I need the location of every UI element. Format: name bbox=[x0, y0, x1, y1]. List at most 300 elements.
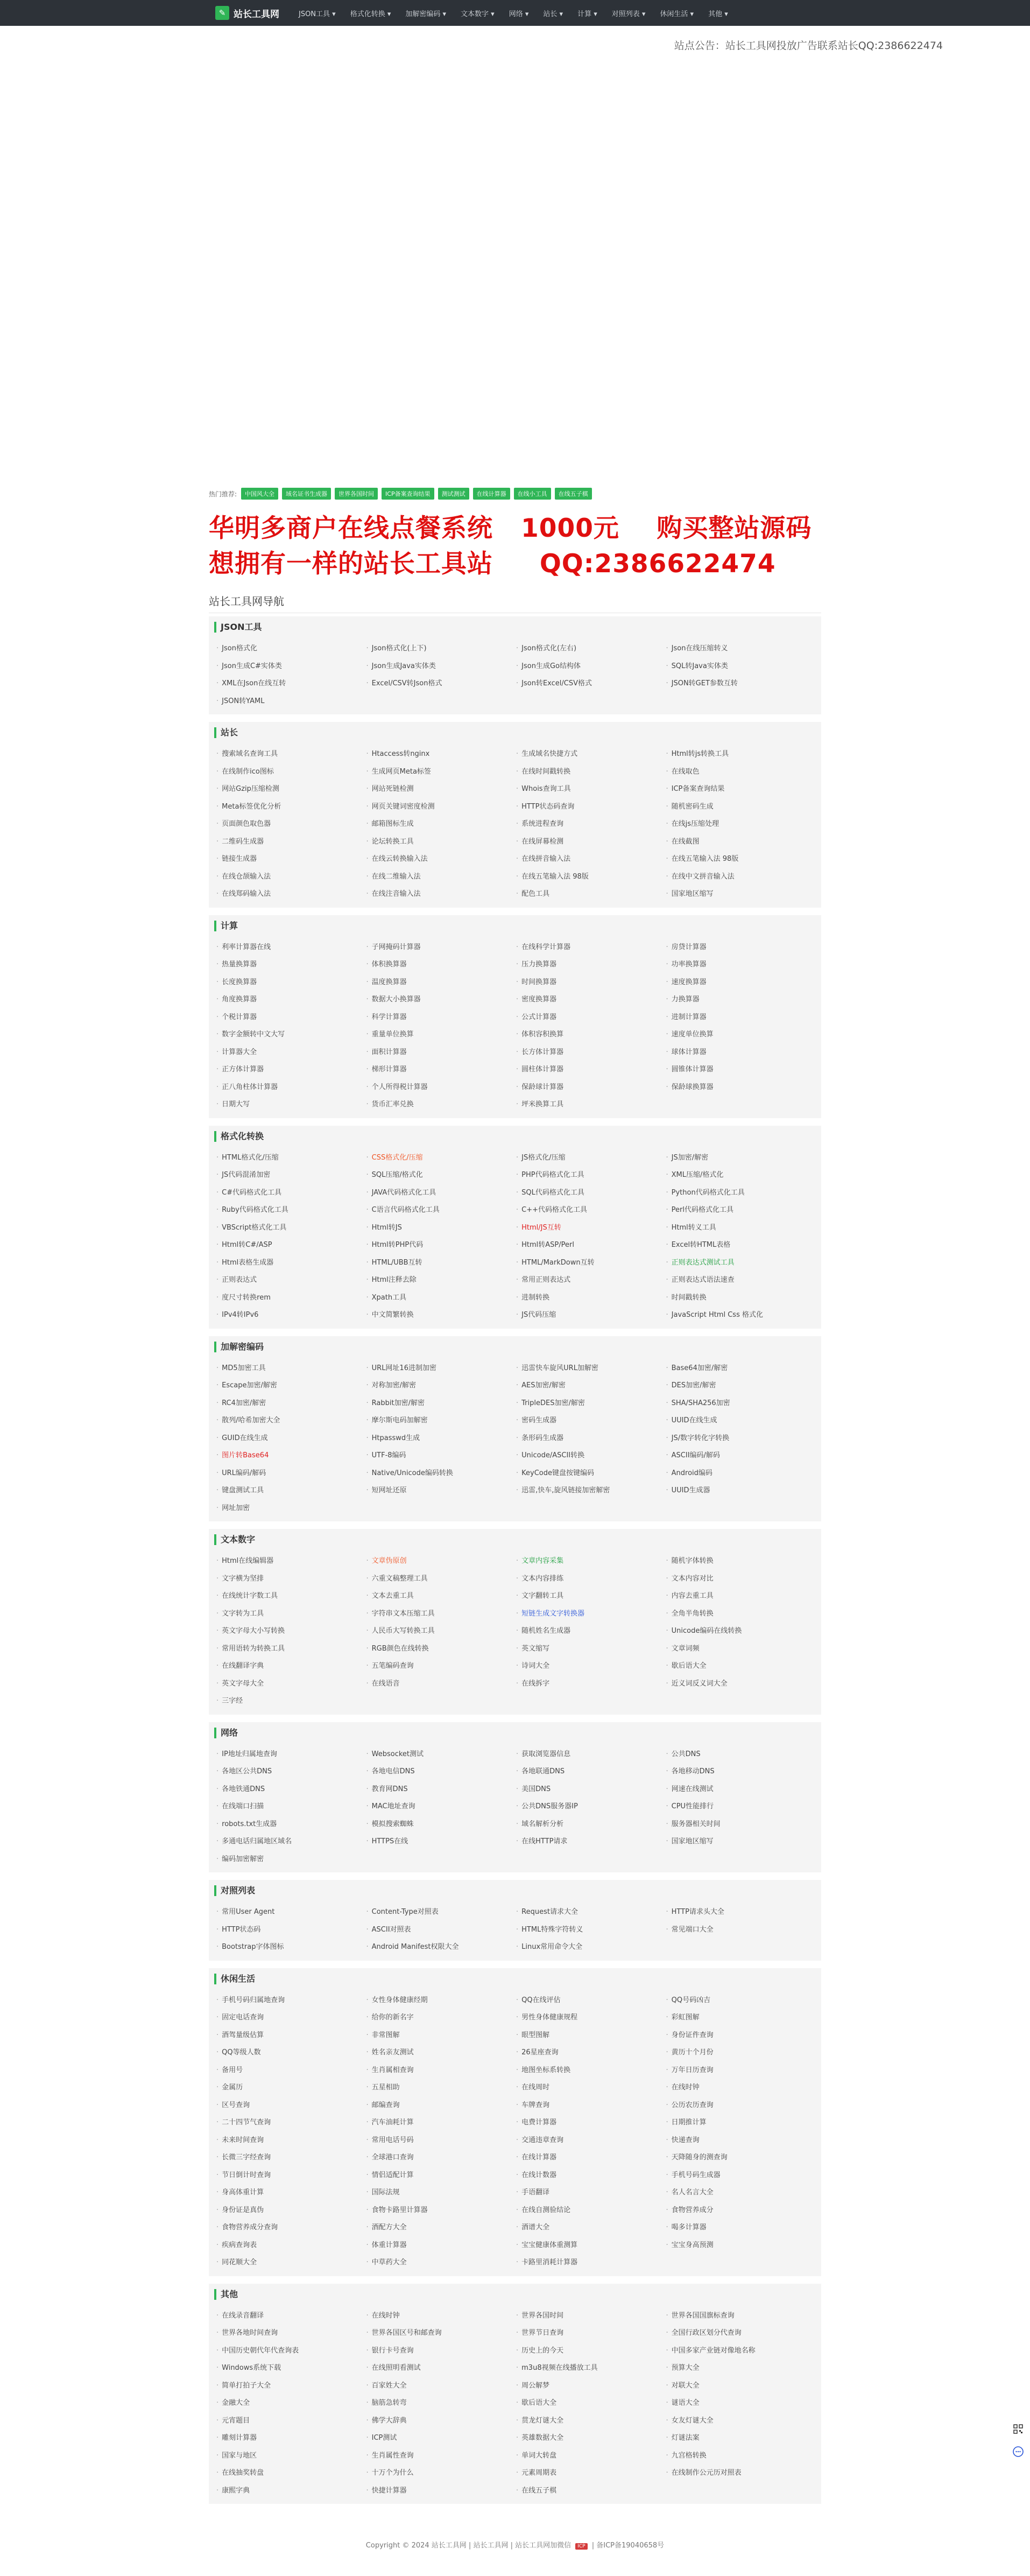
tool-link[interactable]: · 世界各国区号和邮查询 bbox=[366, 2325, 517, 2342]
tool-link[interactable]: · HTTP请求头大全 bbox=[666, 1904, 816, 1921]
tool-link[interactable]: · 各地移动DNS bbox=[666, 1763, 816, 1781]
tool-link[interactable]: · 电费计算器 bbox=[516, 2114, 666, 2132]
tool-link[interactable]: · 地图坐标系转换 bbox=[516, 2062, 666, 2080]
tool-link[interactable]: · 各地区公共DNS bbox=[216, 1763, 366, 1781]
tool-link[interactable]: · 迅雷快车旋风URL加解密 bbox=[516, 1360, 666, 1378]
tool-link[interactable]: · 页面颜色取色器 bbox=[216, 816, 366, 833]
tool-link[interactable]: · HTML/MarkDown互转 bbox=[516, 1254, 666, 1272]
tool-link[interactable]: · Xpath工具 bbox=[366, 1289, 517, 1307]
tool-link[interactable]: · SQL压缩/格式化 bbox=[366, 1167, 517, 1184]
tool-link[interactable]: · Base64加密/解密 bbox=[666, 1360, 816, 1378]
tool-link[interactable]: · SHA/SHA256加密 bbox=[666, 1395, 816, 1413]
tool-link[interactable]: · 论坛转换工具 bbox=[366, 833, 517, 851]
tool-link[interactable]: · 中文简繁转换 bbox=[366, 1307, 517, 1324]
tool-link[interactable]: · 日期大写 bbox=[216, 1096, 366, 1114]
tool-link[interactable]: · 公历农历查询 bbox=[666, 2097, 816, 2115]
tool-link[interactable]: · 短链生成文字转换器 bbox=[516, 1605, 666, 1623]
tool-link[interactable]: · 生肖属性查询 bbox=[366, 2447, 517, 2465]
tool-link[interactable]: · 脑筋急转弯 bbox=[366, 2395, 517, 2412]
tool-link[interactable]: · Html在线编辑器 bbox=[216, 1553, 366, 1570]
tool-link[interactable]: · Json格式化 bbox=[216, 640, 366, 658]
tool-link[interactable]: · 重量单位换算 bbox=[366, 1026, 517, 1044]
tool-link[interactable]: · 在线五笔输入法 98版 bbox=[516, 868, 666, 886]
tool-link[interactable]: · 彩虹图解 bbox=[666, 2009, 816, 2027]
tool-link[interactable]: · 随机姓名生成器 bbox=[516, 1623, 666, 1640]
chat-icon[interactable] bbox=[1013, 2446, 1024, 2457]
tool-link[interactable]: · 身份证件查询 bbox=[666, 2027, 816, 2045]
tool-link[interactable]: · JavaScript Html Css 格式化 bbox=[666, 1307, 816, 1324]
tool-link[interactable]: · 金属历 bbox=[216, 2079, 366, 2097]
tool-link[interactable]: · 英文缩写 bbox=[516, 1640, 666, 1658]
nav-item[interactable]: 网络 ▾ bbox=[509, 10, 529, 18]
tool-link[interactable]: · Json转Excel/CSV格式 bbox=[516, 675, 666, 693]
tool-link[interactable]: · 在线截图 bbox=[666, 833, 816, 851]
tool-link[interactable]: · 在线郑码输入法 bbox=[216, 886, 366, 903]
tool-link[interactable]: · VBScript格式化工具 bbox=[216, 1219, 366, 1237]
tool-link[interactable]: · TripleDES加密/解密 bbox=[516, 1395, 666, 1413]
tool-link[interactable]: · 文字横为坚排 bbox=[216, 1570, 366, 1588]
tool-link[interactable]: · 酒配方大全 bbox=[366, 2219, 517, 2237]
tool-link[interactable]: · 条形码生成器 bbox=[516, 1430, 666, 1448]
tool-link[interactable]: · Native/Unicode编码转换 bbox=[366, 1465, 517, 1483]
tool-link[interactable]: · 车牌查询 bbox=[516, 2097, 666, 2115]
tool-link[interactable]: · Html转js转换工具 bbox=[666, 746, 816, 763]
tool-link[interactable]: · 在线语音 bbox=[366, 1675, 517, 1693]
tool-link[interactable]: · QQ在线评估 bbox=[516, 1992, 666, 2010]
tool-link[interactable]: · 密度换算器 bbox=[516, 991, 666, 1009]
tool-link[interactable]: · 文本内容对比 bbox=[666, 1570, 816, 1588]
tool-link[interactable]: · JSON转YAML bbox=[216, 693, 366, 711]
tool-link[interactable]: · Android Manifest权限大全 bbox=[366, 1939, 517, 1956]
tool-link[interactable]: · 常用User Agent bbox=[216, 1904, 366, 1921]
tool-link[interactable]: · Windows系统下载 bbox=[216, 2360, 366, 2377]
tool-link[interactable]: · 度尺寸转换rem bbox=[216, 1289, 366, 1307]
tool-link[interactable]: · 在线拆字 bbox=[516, 1675, 666, 1693]
tool-link[interactable]: · 网站死链检测 bbox=[366, 781, 517, 798]
tool-link[interactable]: · 多通电话归属地区域名 bbox=[216, 1833, 366, 1851]
tool-link[interactable]: · Bootstrap字体图标 bbox=[216, 1939, 366, 1956]
tool-link[interactable]: · 字符串文本压缩工具 bbox=[366, 1605, 517, 1623]
tool-link[interactable]: · 全球港口查询 bbox=[366, 2149, 517, 2167]
tool-link[interactable]: · 银行卡号查询 bbox=[366, 2342, 517, 2360]
tool-link[interactable]: · 快递查询 bbox=[666, 2132, 816, 2150]
tool-link[interactable]: · 男性身体健康规程 bbox=[516, 2009, 666, 2027]
tool-link[interactable]: · 宝宝健康体重测算 bbox=[516, 2237, 666, 2255]
tool-link[interactable]: · MD5加密工具 bbox=[216, 1360, 366, 1378]
tool-link[interactable]: · 女友灯谜大全 bbox=[666, 2412, 816, 2430]
tool-link[interactable]: · 在线二维输入法 bbox=[366, 868, 517, 886]
tool-link[interactable]: · 获取浏览器信息 bbox=[516, 1746, 666, 1764]
hot-tag[interactable]: 测试测试 bbox=[438, 488, 469, 500]
tool-link[interactable]: · 名人名言大全 bbox=[666, 2184, 816, 2202]
tool-link[interactable]: · 历史上的今天 bbox=[516, 2342, 666, 2360]
tool-link[interactable]: · 配色工具 bbox=[516, 886, 666, 903]
tool-link[interactable]: · 摩尔斯电码加解密 bbox=[366, 1412, 517, 1430]
tool-link[interactable]: · 文章词频 bbox=[666, 1640, 816, 1658]
tool-link[interactable]: · 卡路里消耗计算器 bbox=[516, 2254, 666, 2272]
tool-link[interactable]: · 梯形计算器 bbox=[366, 1061, 517, 1079]
tool-link[interactable]: · Html转JS bbox=[366, 1219, 517, 1237]
tool-link[interactable]: · 交通违章查询 bbox=[516, 2132, 666, 2150]
tool-link[interactable]: · 域名解析分析 bbox=[516, 1816, 666, 1834]
tool-link[interactable]: · 给你的新名字 bbox=[366, 2009, 517, 2027]
tool-link[interactable]: · 在线仓颉输入法 bbox=[216, 868, 366, 886]
tool-link[interactable]: · Json生成C#实体类 bbox=[216, 658, 366, 676]
tool-link[interactable]: · ASCII编码/解码 bbox=[666, 1447, 816, 1465]
tool-link[interactable]: · 手机号码归属地查询 bbox=[216, 1992, 366, 2010]
tool-link[interactable]: · AES加密/解密 bbox=[516, 1377, 666, 1395]
tool-link[interactable]: · 在线自测验结论 bbox=[516, 2202, 666, 2220]
tool-link[interactable]: · 生肖属相查询 bbox=[366, 2062, 517, 2080]
tool-link[interactable]: · 节日倒计时查询 bbox=[216, 2167, 366, 2185]
tool-link[interactable]: · 图片转Base64 bbox=[216, 1447, 366, 1465]
tool-link[interactable]: · 生成域名快捷方式 bbox=[516, 746, 666, 763]
tool-link[interactable]: · C语言代码格式化工具 bbox=[366, 1202, 517, 1219]
tool-link[interactable]: · UTF-8编码 bbox=[366, 1447, 517, 1465]
tool-link[interactable]: · 常用语转为转换工具 bbox=[216, 1640, 366, 1658]
tool-link[interactable]: · HTTPS在线 bbox=[366, 1833, 517, 1851]
tool-link[interactable]: · 面积计算器 bbox=[366, 1044, 517, 1062]
tool-link[interactable]: · 在线端口扫描 bbox=[216, 1798, 366, 1816]
tool-link[interactable]: · 在线五子棋 bbox=[516, 2482, 666, 2500]
tool-link[interactable]: · RC4加密/解密 bbox=[216, 1395, 366, 1413]
tool-link[interactable]: · 功率换算器 bbox=[666, 956, 816, 974]
tool-link[interactable]: · 正则表达式 bbox=[216, 1272, 366, 1289]
tool-link[interactable]: · 五笔编码查询 bbox=[366, 1658, 517, 1675]
qr-icon[interactable] bbox=[1013, 2424, 1024, 2434]
tool-link[interactable]: · HTML格式化/压缩 bbox=[216, 1149, 366, 1167]
tool-link[interactable]: · 密码生成器 bbox=[516, 1412, 666, 1430]
tool-link[interactable]: · 灯谜法案 bbox=[666, 2430, 816, 2447]
tool-link[interactable]: · 计算器大全 bbox=[216, 1044, 366, 1062]
tool-link[interactable]: · SQL转Java实体类 bbox=[666, 658, 816, 676]
tool-link[interactable]: · Json格式化(上下) bbox=[366, 640, 517, 658]
tool-link[interactable]: · 正则表达式测试工具 bbox=[666, 1254, 816, 1272]
tool-link[interactable]: · 迅雷,快车,旋风链接加密解密 bbox=[516, 1482, 666, 1500]
tool-link[interactable]: · JS格式化/压缩 bbox=[516, 1149, 666, 1167]
tool-link[interactable]: · 科学计算器 bbox=[366, 1009, 517, 1027]
tool-link[interactable]: · Escape加密/解密 bbox=[216, 1377, 366, 1395]
tool-link[interactable]: · 姓名亲友测试 bbox=[366, 2044, 517, 2062]
tool-link[interactable]: · 非常图解 bbox=[366, 2027, 517, 2045]
nav-item[interactable]: 休闲生活 ▾ bbox=[660, 10, 694, 18]
tool-link[interactable]: · 正方体计算器 bbox=[216, 1061, 366, 1079]
tool-link[interactable]: · 教育网DNS bbox=[366, 1781, 517, 1799]
tool-link[interactable]: · 歇后语大全 bbox=[516, 2395, 666, 2412]
tool-link[interactable]: · 文字翻转工具 bbox=[516, 1588, 666, 1605]
tool-link[interactable]: · 国家与地区 bbox=[216, 2447, 366, 2465]
tool-link[interactable]: · 各地电信DNS bbox=[366, 1763, 517, 1781]
tool-link[interactable]: · 数字金额转中文大写 bbox=[216, 1026, 366, 1044]
tool-link[interactable]: · Json生成Java实体类 bbox=[366, 658, 517, 676]
hot-tag[interactable]: 世界各国时间 bbox=[335, 488, 378, 500]
tool-link[interactable]: · 五星相助 bbox=[366, 2079, 517, 2097]
tool-link[interactable]: · 食物营养成分 bbox=[666, 2202, 816, 2220]
tool-link[interactable]: · 喝多计算器 bbox=[666, 2219, 816, 2237]
promo-line-1[interactable]: 华明多商户在线点餐系统 1000元 购买整站源码 bbox=[209, 514, 812, 543]
tool-link[interactable]: · 坪米换算工具 bbox=[516, 1096, 666, 1114]
tool-link[interactable]: · 诗词大全 bbox=[516, 1658, 666, 1675]
tool-link[interactable]: · 压力换算器 bbox=[516, 956, 666, 974]
tool-link[interactable]: · JS代码混淆加密 bbox=[216, 1167, 366, 1184]
tool-link[interactable]: · 二维码生成器 bbox=[216, 833, 366, 851]
tool-link[interactable]: · 正则表达式语法速查 bbox=[666, 1272, 816, 1289]
tool-link[interactable]: · 常见端口大全 bbox=[666, 1921, 816, 1939]
tool-link[interactable]: · 时间换算器 bbox=[516, 974, 666, 992]
tool-link[interactable]: · 万年日历查询 bbox=[666, 2062, 816, 2080]
tool-link[interactable]: · 网址加密 bbox=[216, 1500, 366, 1518]
tool-link[interactable]: · 在线取色 bbox=[666, 763, 816, 781]
tool-link[interactable]: · 网站Gzip压缩检测 bbox=[216, 781, 366, 798]
tool-link[interactable]: · 身份证是真伪 bbox=[216, 2202, 366, 2220]
tool-link[interactable]: · 预算大全 bbox=[666, 2360, 816, 2377]
tool-link[interactable]: · HTTP状态码查询 bbox=[516, 798, 666, 816]
tool-link[interactable]: · 金融大全 bbox=[216, 2395, 366, 2412]
tool-link[interactable]: · 圆柱体计算器 bbox=[516, 1061, 666, 1079]
tool-link[interactable]: · 人民币大写转换工具 bbox=[366, 1623, 517, 1640]
tool-link[interactable]: · 热量换算器 bbox=[216, 956, 366, 974]
tool-link[interactable]: · 文本去重工具 bbox=[366, 1588, 517, 1605]
tool-link[interactable]: · JSON转GET参数互转 bbox=[666, 675, 816, 693]
tool-link[interactable]: · 备用号 bbox=[216, 2062, 366, 2080]
tool-link[interactable]: · 固定电话查询 bbox=[216, 2009, 366, 2027]
hot-tag[interactable]: 在线五子棋 bbox=[555, 488, 592, 500]
tool-link[interactable]: · 温度换算器 bbox=[366, 974, 517, 992]
tool-link[interactable]: · 个税计算器 bbox=[216, 1009, 366, 1027]
tool-link[interactable]: · ASCII对照表 bbox=[366, 1921, 517, 1939]
tool-link[interactable]: · Content-Type对照表 bbox=[366, 1904, 517, 1921]
tool-link[interactable]: · 区号查询 bbox=[216, 2097, 366, 2115]
tool-link[interactable]: · 六重文稿整理工具 bbox=[366, 1570, 517, 1588]
tool-link[interactable]: · 搜索域名查询工具 bbox=[216, 746, 366, 763]
tool-link[interactable]: · 美国DNS bbox=[516, 1781, 666, 1799]
tool-link[interactable]: · 疾病查询表 bbox=[216, 2237, 366, 2255]
tool-link[interactable]: · 文字转为工具 bbox=[216, 1605, 366, 1623]
tool-link[interactable]: · 全国行政区划分代查询 bbox=[666, 2325, 816, 2342]
tool-link[interactable]: · 网页关键词密度检测 bbox=[366, 798, 517, 816]
tool-link[interactable]: · Whois查询工具 bbox=[516, 781, 666, 798]
tool-link[interactable]: · 世界各地时间查询 bbox=[216, 2325, 366, 2342]
tool-link[interactable]: · 酒驾量级估算 bbox=[216, 2027, 366, 2045]
tool-link[interactable]: · 三字经 bbox=[216, 1693, 366, 1710]
hot-tag[interactable]: 在线小工具 bbox=[514, 488, 551, 500]
tool-link[interactable]: · 黄历十个月份 bbox=[666, 2044, 816, 2062]
tool-link[interactable]: · robots.txt生成器 bbox=[216, 1816, 366, 1834]
tool-link[interactable]: · ICP测试 bbox=[366, 2430, 517, 2447]
tool-link[interactable]: · 速度换算器 bbox=[666, 974, 816, 992]
tool-link[interactable]: · ICP备案查询结果 bbox=[666, 781, 816, 798]
tool-link[interactable]: · 情侣适配计算 bbox=[366, 2167, 517, 2185]
tool-link[interactable]: · 中草药大全 bbox=[366, 2254, 517, 2272]
tool-link[interactable]: · Html注释去除 bbox=[366, 1272, 517, 1289]
tool-link[interactable]: · 酒谱大全 bbox=[516, 2219, 666, 2237]
tool-link[interactable]: · 邮箱图标生成 bbox=[366, 816, 517, 833]
tool-link[interactable]: · 手语翻译 bbox=[516, 2184, 666, 2202]
tool-link[interactable]: · 在线计算器 bbox=[516, 2149, 666, 2167]
tool-link[interactable]: · UUID生成器 bbox=[666, 1482, 816, 1500]
tool-link[interactable]: · Html转PHP代码 bbox=[366, 1237, 517, 1254]
site-brand[interactable] bbox=[215, 0, 279, 26]
tool-link[interactable]: · 各地联通DNS bbox=[516, 1763, 666, 1781]
tool-link[interactable]: · 链接生成器 bbox=[216, 851, 366, 868]
tool-link[interactable]: · Unicode编码在线转换 bbox=[666, 1623, 816, 1640]
tool-link[interactable]: · 长微三字经查询 bbox=[216, 2149, 366, 2167]
tool-link[interactable]: · 正八角柱体计算器 bbox=[216, 1079, 366, 1097]
tool-link[interactable]: · GUID在线生成 bbox=[216, 1430, 366, 1448]
tool-link[interactable]: · 随机字体转换 bbox=[666, 1553, 816, 1570]
tool-link[interactable]: · 简单打拍子大全 bbox=[216, 2377, 366, 2395]
tool-link[interactable]: · 在线五笔输入法 98版 bbox=[666, 851, 816, 868]
tool-link[interactable]: · 英文字母大小写转换 bbox=[216, 1623, 366, 1640]
footer-icp[interactable]: | 备ICP备19040658号 bbox=[591, 2542, 665, 2550]
tool-link[interactable]: · 体重计算器 bbox=[366, 2237, 517, 2255]
tool-link[interactable]: · 利率计算器在线 bbox=[216, 939, 366, 957]
tool-link[interactable]: · 在线拼音输入法 bbox=[516, 851, 666, 868]
tool-link[interactable]: · URL网址16进制加密 bbox=[366, 1360, 517, 1378]
tool-link[interactable]: · 未来时间查询 bbox=[216, 2132, 366, 2150]
tool-link[interactable]: · 网速在线测试 bbox=[666, 1781, 816, 1799]
tool-link[interactable]: · 中国多家产业链对像地名称 bbox=[666, 2342, 816, 2360]
tool-link[interactable]: · 世界节日查询 bbox=[516, 2325, 666, 2342]
tool-link[interactable]: · 文章内容采集 bbox=[516, 1553, 666, 1570]
tool-link[interactable]: · 在线屏幕检测 bbox=[516, 833, 666, 851]
tool-link[interactable]: · CSS格式化/压缩 bbox=[366, 1149, 517, 1167]
tool-link[interactable]: · HTML/UBB互转 bbox=[366, 1254, 517, 1272]
hot-tag[interactable]: 域名证书生成器 bbox=[282, 488, 331, 500]
tool-link[interactable]: · 随机密码生成 bbox=[666, 798, 816, 816]
tool-link[interactable]: · 国家地区缩写 bbox=[666, 1833, 816, 1851]
tool-link[interactable]: · 各地铁通DNS bbox=[216, 1781, 366, 1799]
tool-link[interactable]: · Excel转HTML表格 bbox=[666, 1237, 816, 1254]
tool-link[interactable]: · 在线周时 bbox=[516, 2079, 666, 2097]
tool-link[interactable]: · 球体计算器 bbox=[666, 1044, 816, 1062]
tool-link[interactable]: · 宝宝身高预测 bbox=[666, 2237, 816, 2255]
tool-link[interactable]: · 长度换算器 bbox=[216, 974, 366, 992]
tool-link[interactable]: · 眼型图解 bbox=[516, 2027, 666, 2045]
tool-link[interactable]: · Html/JS互转 bbox=[516, 1219, 666, 1237]
tool-link[interactable]: · 国家地区缩写 bbox=[666, 886, 816, 903]
tool-link[interactable]: · C++代码格式化工具 bbox=[516, 1202, 666, 1219]
tool-link[interactable]: · 公式计算器 bbox=[516, 1009, 666, 1027]
tool-link[interactable]: · Html转C#/ASP bbox=[216, 1237, 366, 1254]
nav-item[interactable]: 站长 ▾ bbox=[543, 10, 563, 18]
tool-link[interactable]: · 在线时间戳转换 bbox=[516, 763, 666, 781]
hot-tag[interactable]: 在线计算器 bbox=[473, 488, 510, 500]
tool-link[interactable]: · 保龄球计算器 bbox=[516, 1079, 666, 1097]
tool-link[interactable]: · 内容去重工具 bbox=[666, 1588, 816, 1605]
tool-link[interactable]: · C#代码格式化工具 bbox=[216, 1184, 366, 1202]
tool-link[interactable]: · JS代码压缩 bbox=[516, 1307, 666, 1324]
tool-link[interactable]: · 短网址还原 bbox=[366, 1482, 517, 1500]
tool-link[interactable]: · 模拟搜索蜘蛛 bbox=[366, 1816, 517, 1834]
tool-link[interactable]: · 系统进程查询 bbox=[516, 816, 666, 833]
tool-link[interactable]: · 公共DNS bbox=[666, 1746, 816, 1764]
tool-link[interactable]: · 单词大转盘 bbox=[516, 2447, 666, 2465]
tool-link[interactable]: · 服务器相关时间 bbox=[666, 1816, 816, 1834]
hot-tag[interactable]: ICP备案查询结果 bbox=[382, 488, 434, 500]
tool-link[interactable]: · 数据大小换算器 bbox=[366, 991, 517, 1009]
tool-link[interactable]: · RGB颜色在线转换 bbox=[366, 1640, 517, 1658]
tool-link[interactable]: · 谜语大全 bbox=[666, 2395, 816, 2412]
tool-link[interactable]: · IPv4转IPv6 bbox=[216, 1307, 366, 1324]
tool-link[interactable]: · Html表格生成器 bbox=[216, 1254, 366, 1272]
tool-link[interactable]: · 对联大全 bbox=[666, 2377, 816, 2395]
tool-link[interactable]: · 十万个为什么 bbox=[366, 2465, 517, 2482]
tool-link[interactable]: · 中国历史朝代年代查询表 bbox=[216, 2342, 366, 2360]
promo-line-2[interactable]: 想拥有一样的站长工具站 QQ:2386622474 bbox=[209, 549, 776, 579]
tool-link[interactable]: · 货币汇率兑换 bbox=[366, 1096, 517, 1114]
tool-link[interactable]: · PHP代码格式化工具 bbox=[516, 1167, 666, 1184]
tool-link[interactable]: · 长方体计算器 bbox=[516, 1044, 666, 1062]
tool-link[interactable]: · 康熙字典 bbox=[216, 2482, 366, 2500]
tool-link[interactable]: · JS加密/解密 bbox=[666, 1149, 816, 1167]
tool-link[interactable]: · 女性身体健康经期 bbox=[366, 1992, 517, 2010]
tool-link[interactable]: · 散列/哈希加密大全 bbox=[216, 1412, 366, 1430]
tool-link[interactable]: · 保龄球换算器 bbox=[666, 1079, 816, 1097]
tool-link[interactable]: · Perl代码格式化工具 bbox=[666, 1202, 816, 1219]
nav-item[interactable]: 计算 ▾ bbox=[577, 10, 597, 18]
tool-link[interactable]: · CPU性能排行 bbox=[666, 1798, 816, 1816]
tool-link[interactable]: · 时间戳转换 bbox=[666, 1289, 816, 1307]
tool-link[interactable]: · 26星座查询 bbox=[516, 2044, 666, 2062]
tool-link[interactable]: · QQ号码凶吉 bbox=[666, 1992, 816, 2010]
tool-link[interactable]: · 生成网页Meta标签 bbox=[366, 763, 517, 781]
tool-link[interactable]: · Linux常用命令大全 bbox=[516, 1939, 666, 1956]
tool-link[interactable]: · 进制转换 bbox=[516, 1289, 666, 1307]
tool-link[interactable]: · 体积容积换算 bbox=[516, 1026, 666, 1044]
nav-item[interactable]: 其他 ▾ bbox=[708, 10, 728, 18]
tool-link[interactable]: · 体积换算器 bbox=[366, 956, 517, 974]
tool-link[interactable]: · 九宫格转换 bbox=[666, 2447, 816, 2465]
tool-link[interactable]: · 贯龙灯谜大全 bbox=[516, 2412, 666, 2430]
tool-link[interactable]: · Unicode/ASCII转换 bbox=[516, 1447, 666, 1465]
tool-link[interactable]: · Meta标签优化分析 bbox=[216, 798, 366, 816]
tool-link[interactable]: · 在线统计字数工具 bbox=[216, 1588, 366, 1605]
tool-link[interactable]: · 近义词反义词大全 bbox=[666, 1675, 816, 1693]
tool-link[interactable]: · Json格式化(左右) bbox=[516, 640, 666, 658]
tool-link[interactable]: · HTML特殊字符转义 bbox=[516, 1921, 666, 1939]
tool-link[interactable]: · 编码加密解密 bbox=[216, 1851, 366, 1869]
tool-link[interactable]: · 进制计算器 bbox=[666, 1009, 816, 1027]
tool-link[interactable]: · 在线录音翻译 bbox=[216, 2307, 366, 2325]
tool-link[interactable]: · Htpasswd生成 bbox=[366, 1430, 517, 1448]
tool-link[interactable]: · 雕刻计算器 bbox=[216, 2430, 366, 2447]
tool-link[interactable]: · 力换算器 bbox=[666, 991, 816, 1009]
tool-link[interactable]: · 周公解梦 bbox=[516, 2377, 666, 2395]
tool-link[interactable]: · 子网掩码计算器 bbox=[366, 939, 517, 957]
tool-link[interactable]: · 速度单位换算 bbox=[666, 1026, 816, 1044]
tool-link[interactable]: · Html转ASP/Perl bbox=[516, 1237, 666, 1254]
tool-link[interactable]: · HTTP状态码 bbox=[216, 1921, 366, 1939]
nav-item[interactable]: 格式化转换 ▾ bbox=[350, 10, 391, 18]
tool-link[interactable]: · 元素周期表 bbox=[516, 2465, 666, 2482]
tool-link[interactable]: · 快捷计算器 bbox=[366, 2482, 517, 2500]
tool-link[interactable]: · 二十四节气查询 bbox=[216, 2114, 366, 2132]
tool-link[interactable]: · 文本内容排练 bbox=[516, 1570, 666, 1588]
tool-link[interactable]: · MAC地址查询 bbox=[366, 1798, 517, 1816]
tool-link[interactable]: · 常用正则表达式 bbox=[516, 1272, 666, 1289]
tool-link[interactable]: · 公共DNS服务器IP bbox=[516, 1798, 666, 1816]
tool-link[interactable]: · 佛学大辞典 bbox=[366, 2412, 517, 2430]
tool-link[interactable]: · 在线HTTP请求 bbox=[516, 1833, 666, 1851]
tool-link[interactable]: · QQ等级人数 bbox=[216, 2044, 366, 2062]
tool-link[interactable]: · Json生成Go结构体 bbox=[516, 658, 666, 676]
tool-link[interactable]: · 在线科学计算器 bbox=[516, 939, 666, 957]
tool-link[interactable]: · SQL代码格式化工具 bbox=[516, 1184, 666, 1202]
nav-item[interactable]: JSON工具 ▾ bbox=[299, 10, 336, 18]
tool-link[interactable]: · 在线照明看测试 bbox=[366, 2360, 517, 2377]
tool-link[interactable]: · 在线制作公元历对照表 bbox=[666, 2465, 816, 2482]
